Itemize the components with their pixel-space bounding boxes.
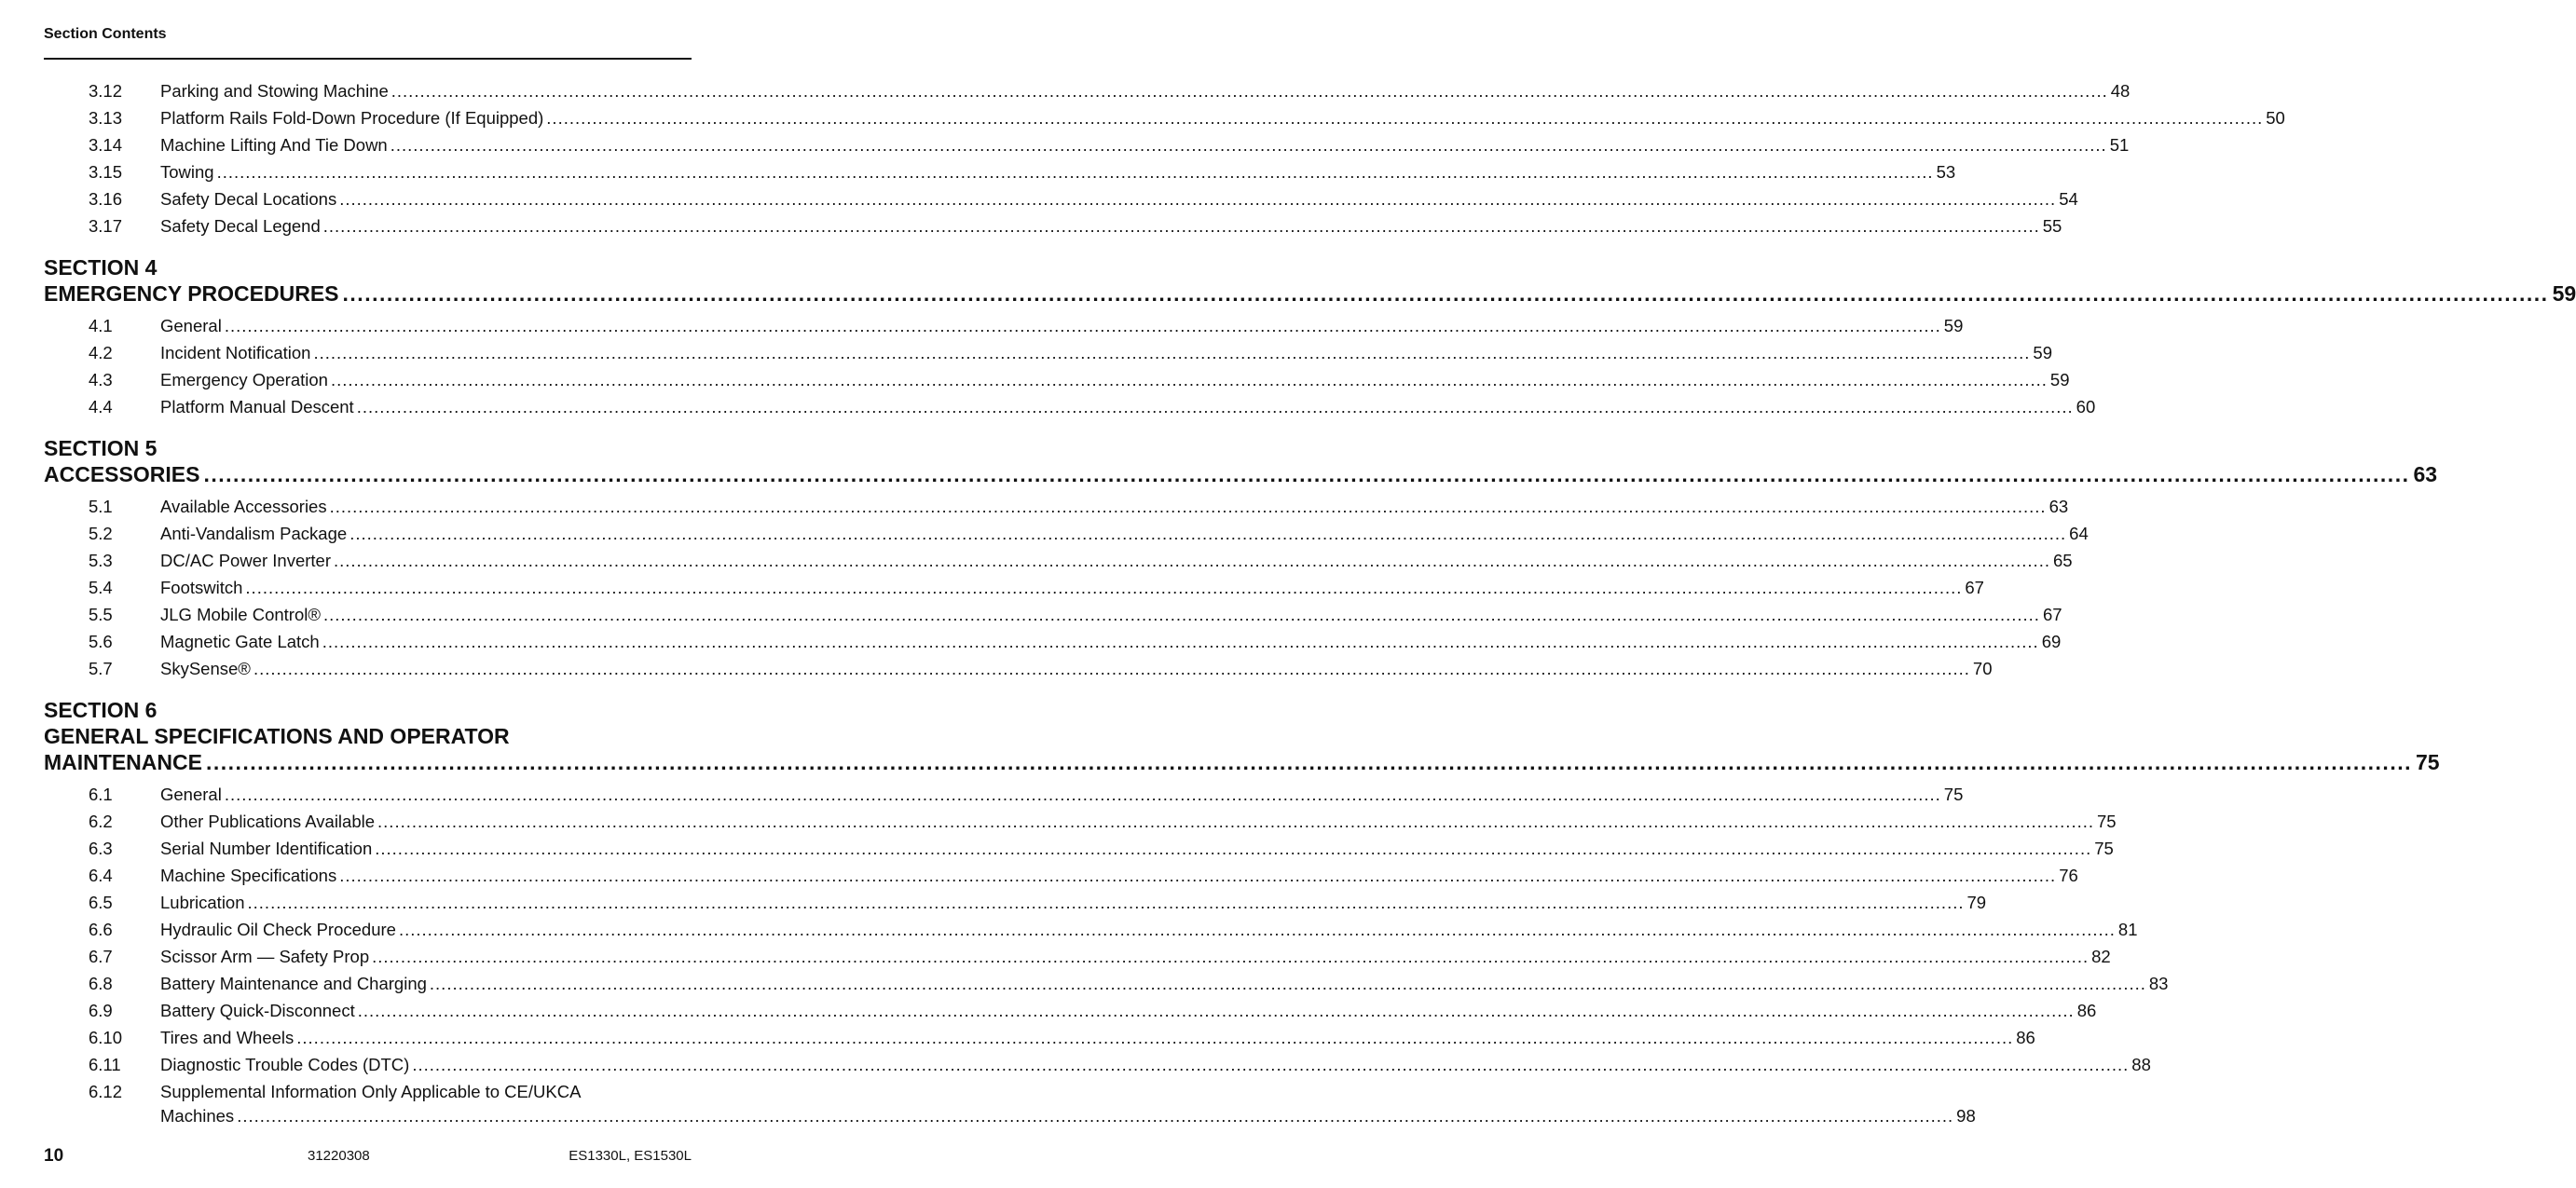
dot-leader: ............................................................................................................................................................................................................................................................................................................ — [313, 343, 2031, 362]
toc-entry[interactable] — [44, 808, 2117, 835]
section-label: SECTION 5 — [44, 436, 158, 460]
section-title: MAINTENANCE — [44, 750, 202, 774]
dot-leader: ............................................................................................................................................................................................................................................................................................................ — [330, 370, 2048, 389]
entry-title: Emergency Operation — [160, 370, 328, 389]
entry-number: 5.3 — [89, 551, 113, 570]
toc-entry[interactable] — [44, 655, 1993, 682]
entry-number: 4.4 — [89, 397, 113, 416]
entry-page-number: 65 — [2052, 551, 2073, 570]
entry-title: Magnetic Gate Latch — [160, 632, 320, 651]
toc-entry[interactable] — [44, 628, 2062, 655]
section-title: ACCESSORIES — [44, 462, 200, 486]
entry-page-number: 75 — [2097, 812, 2117, 831]
entry-page-number: 88 — [2131, 1055, 2151, 1074]
dot-leader: ............................................................................................................................................................................................................................................................................................................ — [329, 497, 2047, 516]
toc-entry[interactable] — [44, 997, 2097, 1024]
dot-leader: ............................................................................................................................................................................................................................................................................................................ — [339, 866, 2057, 885]
entry-page-number: 64 — [2069, 524, 2089, 543]
toc-entry[interactable] — [44, 77, 2131, 104]
dot-leader: ............................................................................................................................................................................................................................................................................................................ — [237, 1106, 1954, 1126]
entry-number: 6.6 — [89, 920, 113, 939]
entry-title: Scissor Arm — Safety Prop — [160, 947, 370, 966]
entry-title: DC/AC Power Inverter — [160, 551, 331, 570]
entry-title-continuation: Machines — [160, 1106, 235, 1126]
entry-page-number: 59 — [1943, 316, 1964, 335]
entry-title: SkySense® — [160, 659, 251, 678]
entry-title: Available Accessories — [160, 497, 327, 516]
dot-leader: ............................................................................................................................................................................................................................................................................................................ — [375, 839, 2092, 858]
toc-entry[interactable] — [44, 366, 2070, 393]
entry-page-number: 69 — [2041, 632, 2062, 651]
entry-title: Diagnostic Trouble Codes (DTC) — [160, 1055, 410, 1074]
dot-leader: ............................................................................................................................................................................................................................................................................................................ — [322, 605, 2040, 624]
entry-title: Battery Maintenance and Charging — [160, 974, 427, 993]
entry-number: 3.16 — [89, 189, 123, 209]
section-heading — [44, 254, 2576, 307]
dot-leader: ............................................................................................................................................................................................................................................................................................................ — [377, 812, 2094, 831]
dot-leader: ............................................................................................................................................................................................................................................................................................................ — [391, 81, 2108, 101]
entry-page-number: 75 — [1943, 785, 1964, 804]
dot-leader: ............................................................................................................................................................................................................................................................................................................ — [546, 108, 2264, 128]
entry-number: 4.1 — [89, 316, 113, 335]
entry-page-number: 98 — [1956, 1106, 1976, 1126]
entry-number: 5.5 — [89, 605, 113, 624]
entry-number: 6.5 — [89, 893, 113, 912]
entry-number: 4.3 — [89, 370, 113, 389]
footer-page-number: 10 — [44, 1146, 64, 1166]
toc-entry[interactable] — [44, 212, 2062, 239]
running-head: Section Contents — [44, 26, 167, 42]
entry-page-number: 55 — [2042, 216, 2062, 236]
toc-entry[interactable] — [44, 393, 2096, 420]
entry-title: Hydraulic Oil Check Procedure — [160, 920, 396, 939]
toc-entry[interactable] — [44, 943, 2111, 970]
entry-page-number: 51 — [2109, 135, 2130, 155]
entry-number: 6.10 — [89, 1028, 123, 1047]
dot-leader: ............................................................................................................................................................................................................................................................................................................ — [372, 947, 2090, 966]
entry-page-number: 67 — [1965, 578, 1984, 597]
entry-page-number: 48 — [2110, 81, 2131, 101]
dot-leader: ............................................................................................................................................................................................................................................................................................................ — [205, 750, 2412, 774]
entry-title: General — [160, 316, 222, 335]
toc-entry[interactable] — [44, 547, 2073, 574]
entry-page-number: 86 — [2076, 1001, 2097, 1020]
section-title-entry[interactable] — [44, 280, 2576, 307]
entry-number: 6.1 — [89, 785, 113, 804]
dot-leader: ............................................................................................................................................................................................................................................................................................................ — [342, 281, 2549, 306]
entry-title: Parking and Stowing Machine — [160, 81, 389, 101]
toc-entry[interactable] — [44, 185, 2078, 212]
dot-leader: ............................................................................................................................................................................................................................................................................................................ — [334, 551, 2050, 570]
entry-page-number: 82 — [2091, 947, 2111, 966]
dot-leader: ............................................................................................................................................................................................................................................................................................................ — [349, 524, 2067, 543]
dot-leader: ............................................................................................................................................................................................................................................................................................................ — [203, 462, 2410, 486]
entry-page-number: 86 — [2016, 1028, 2035, 1047]
entry-page-number: 54 — [2059, 189, 2078, 209]
section-heading — [44, 435, 2438, 487]
dot-leader: ............................................................................................................................................................................................................................................................................................................ — [253, 659, 1970, 678]
entry-number: 6.2 — [89, 812, 113, 831]
dot-leader: ............................................................................................................................................................................................................................................................................................................ — [296, 1028, 2014, 1047]
section-title: EMERGENCY PROCEDURES — [44, 281, 339, 306]
section-label: SECTION 4 — [44, 255, 158, 280]
toc-entry[interactable] — [44, 104, 2285, 131]
entry-title: Towing — [160, 162, 214, 182]
toc-entry[interactable] — [44, 158, 1956, 185]
toc-entry[interactable] — [44, 601, 2062, 628]
entry-body — [160, 1078, 1976, 1127]
entry-number: 6.3 — [89, 839, 113, 858]
section-page-number: 59 — [2552, 281, 2576, 306]
entry-page-number: 60 — [2076, 397, 2096, 416]
entry-number: 5.6 — [89, 632, 113, 651]
entry-page-number: 70 — [1972, 659, 1993, 678]
dot-leader: ............................................................................................................................................................................................................................................................................................................ — [398, 920, 2116, 939]
entry-page-number: 67 — [2042, 605, 2062, 624]
toc-entry[interactable] — [44, 781, 1964, 808]
dot-leader: ............................................................................................................................................................................................................................................................................................................ — [339, 189, 2057, 209]
entry-title: Incident Notification — [160, 343, 311, 362]
entry-title: Footswitch — [160, 578, 243, 597]
toc-entry[interactable] — [44, 520, 2089, 547]
entry-title-continuation-line — [160, 1105, 1976, 1127]
dot-leader: ............................................................................................................................................................................................................................................................................................................ — [322, 216, 2040, 236]
entry-title: Serial Number Identification — [160, 839, 373, 858]
entry-page-number: 50 — [2266, 108, 2285, 128]
toc-entry[interactable] — [44, 835, 2114, 862]
entry-title: Machine Specifications — [160, 866, 337, 885]
entry-number: 3.12 — [89, 81, 123, 101]
dot-leader: ............................................................................................................................................................................................................................................................................................................ — [247, 893, 1965, 912]
dot-leader: ............................................................................................................................................................................................................................................................................................................ — [224, 316, 1941, 335]
entry-number: 5.1 — [89, 497, 113, 516]
entry-title: Anti-Vandalism Package — [160, 524, 348, 543]
entry-title: Other Publications Available — [160, 812, 376, 831]
entry-number: 6.11 — [89, 1055, 121, 1074]
header-rule — [44, 58, 692, 60]
toc-entry[interactable] — [44, 916, 2138, 943]
toc-entry[interactable] — [44, 1051, 2151, 1078]
section-label: SECTION 6 — [44, 698, 158, 722]
toc-entry[interactable] — [44, 889, 1987, 916]
entry-title: Lubrication — [160, 893, 245, 912]
entry-number: 6.12 — [89, 1082, 123, 1101]
dot-leader: ............................................................................................................................................................................................................................................................................................................ — [224, 785, 1941, 804]
dot-leader: ............................................................................................................................................................................................................................................................................................................ — [322, 632, 2039, 651]
entry-number: 5.7 — [89, 659, 113, 678]
entry-title: Safety Decal Locations — [160, 189, 337, 209]
section-title-entry[interactable] — [44, 749, 2440, 775]
entry-number: 6.4 — [89, 866, 113, 885]
dot-leader: ............................................................................................................................................................................................................................................................................................................ — [245, 578, 1963, 597]
entry-number: 3.13 — [89, 108, 123, 128]
entry-page-number: 75 — [2094, 839, 2114, 858]
entry-title: JLG Mobile Control® — [160, 605, 321, 624]
toc-entry[interactable] — [44, 574, 1984, 601]
entry-number: 6.8 — [89, 974, 113, 993]
dot-leader: ............................................................................................................................................................................................................................................................................................................ — [429, 974, 2146, 993]
section-title-line: GENERAL SPECIFICATIONS AND OPERATOR — [44, 724, 510, 748]
entry-page-number: 53 — [1936, 162, 1956, 182]
toc-entry[interactable] — [44, 493, 2069, 520]
entry-title: Supplemental Information Only Applicable to CE/UKCA — [160, 1082, 582, 1101]
entry-page-number: 81 — [2117, 920, 2138, 939]
entry-number: 3.14 — [89, 135, 123, 155]
toc-entry[interactable] — [44, 1078, 1976, 1127]
dot-leader: ............................................................................................................................................................................................................................................................................................................ — [390, 135, 2107, 155]
table-of-contents — [44, 77, 2576, 1127]
toc-entry[interactable] — [44, 312, 1964, 339]
footer-models: ES1330L, ES1530L — [569, 1148, 692, 1164]
entry-number: 6.9 — [89, 1001, 113, 1020]
entry-title: Machine Lifting And Tie Down — [160, 135, 388, 155]
footer-doc-number: 31220308 — [308, 1148, 370, 1164]
entry-title: Platform Manual Descent — [160, 397, 354, 416]
page-footer — [44, 1146, 692, 1167]
entry-number: 3.15 — [89, 162, 123, 182]
section-page-number: 75 — [2416, 750, 2440, 774]
toc-entry[interactable] — [44, 862, 2078, 889]
toc-entry[interactable] — [44, 970, 2169, 997]
entry-title: Safety Decal Legend — [160, 216, 321, 236]
entry-number: 5.2 — [89, 524, 113, 543]
dot-leader: ............................................................................................................................................................................................................................................................................................................ — [216, 162, 1934, 182]
section-page-number: 63 — [2413, 462, 2438, 486]
toc-entry[interactable] — [44, 1024, 2035, 1051]
section-title-entry[interactable] — [44, 461, 2438, 487]
entry-title: Battery Quick-Disconnect — [160, 1001, 355, 1020]
entry-title: Tires and Wheels — [160, 1028, 295, 1047]
dot-leader: ............................................................................................................................................................................................................................................................................................................ — [357, 1001, 2075, 1020]
entry-page-number: 59 — [2033, 343, 2052, 362]
entry-number: 4.2 — [89, 343, 113, 362]
dot-leader: ............................................................................................................................................................................................................................................................................................................ — [356, 397, 2074, 416]
entry-number: 6.7 — [89, 947, 113, 966]
entry-page-number: 79 — [1966, 893, 1987, 912]
entry-page-number: 63 — [2048, 497, 2069, 516]
dot-leader: ............................................................................................................................................................................................................................................................................................................ — [412, 1055, 2130, 1074]
toc-entry[interactable] — [44, 131, 2130, 158]
section-heading — [44, 697, 2440, 775]
entry-number: 3.17 — [89, 216, 123, 236]
entry-page-number: 59 — [2049, 370, 2070, 389]
entry-page-number: 83 — [2148, 974, 2169, 993]
entry-title: General — [160, 785, 222, 804]
entry-page-number: 76 — [2059, 866, 2078, 885]
entry-number: 5.4 — [89, 578, 113, 597]
entry-title: Platform Rails Fold-Down Procedure (If Equipped) — [160, 108, 544, 128]
toc-entry[interactable] — [44, 339, 2052, 366]
